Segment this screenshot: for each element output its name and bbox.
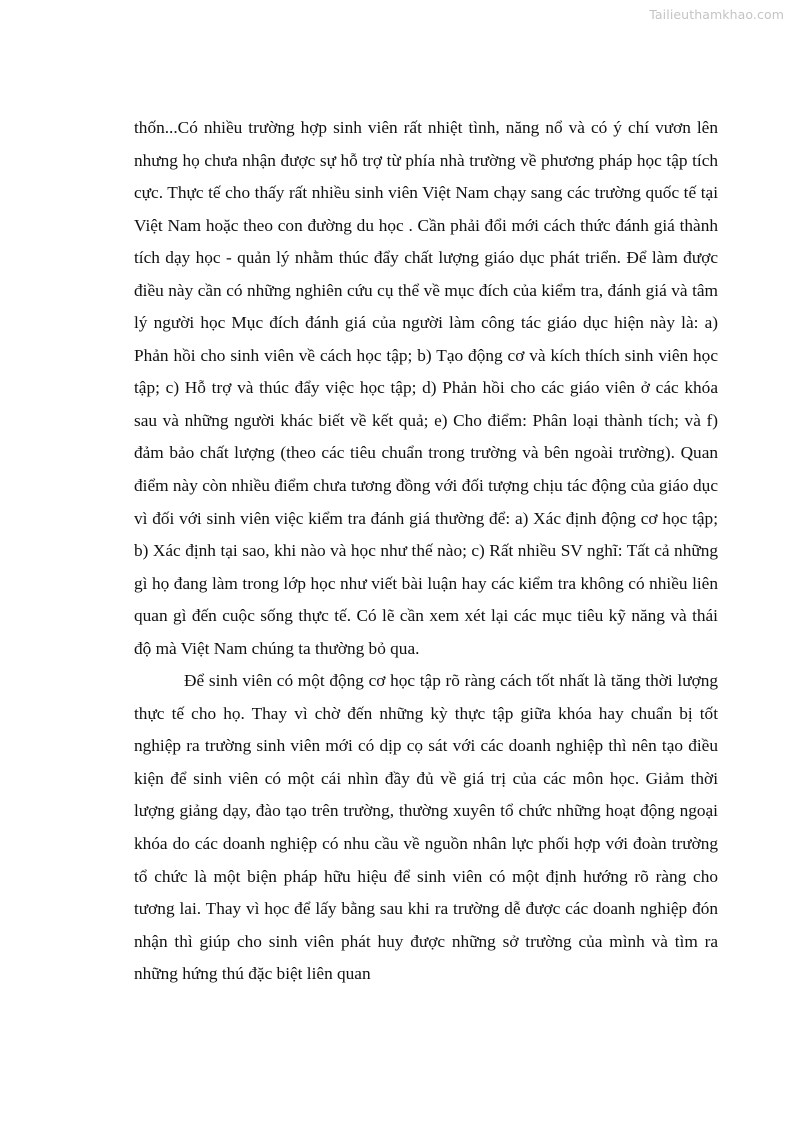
watermark-text: Tailieuthamkhao.com xyxy=(649,7,784,22)
paragraph-2: Để sinh viên có một động cơ học tập rõ ràng cách tốt nhất là tăng thời lượng thực tế cho họ. Thay vì chờ đến những kỳ thực tập giữa khóa hay chuẩn bị tốt nghiệp ra trường sinh viên mới có dịp cọ sát với các doanh nghiệp thì nên tạo điều kiện để sinh viên có một cái nhìn đầy đủ về giá trị của các môn học. Giảm thời lượng giảng dạy, đào tạo trên trường, thường xuyên tổ chức những hoạt động ngoại khóa do các doanh nghiệp có nhu cầu về nguồn nhân lực phối hợp với đoàn trường tổ chức là một biện pháp hữu hiệu để sinh viên có một định hướng rõ ràng cho tương lai. Thay vì học để lấy bằng sau khi ra trường dễ được các doanh nghiệp đón nhận thì giúp cho sinh viên phát huy được những sở trường của mình và tìm ra những hứng thú đặc biệt liên quan xyxy=(134,671,718,984)
document-body xyxy=(134,112,718,991)
paragraph-1: thốn...Có nhiều trường hợp sinh viên rất nhiệt tình, năng nổ và có ý chí vươn lên nhưng họ chưa nhận được sự hỗ trợ từ phía nhà trường về phương pháp học tập tích cực. Thực tế cho thấy rất nhiều sinh viên Việt Nam chạy sang các trường quốc tế tại Việt Nam hoặc theo con đường du học . Cần phải đổi mới cách thức đánh giá thành tích dạy học - quản lý nhằm thúc đẩy chất lượng giáo dục phát triển. Để làm được điều này cần có những nghiên cứu cụ thể về mục đích của kiểm tra, đánh giá và tâm lý người học Mục đích đánh giá của người làm công tác giáo dục hiện này là: a) Phản hồi cho sinh viên về cách học tập; b) Tạo động cơ và kích thích sinh viên học tập; c) Hỗ trợ và thúc đẩy việc học tập; d) Phản hồi cho các giáo viên ở các khóa sau và những người khác biết về kết quả; e) Cho điểm: Phân loại thành tích; và f) đảm bảo chất lượng (theo các tiêu chuẩn trong trường và bên ngoài trường). Quan điểm này còn nhiều điểm chưa tương đồng với đối tượng chịu tác động của giáo dục vì đối với sinh viên việc kiểm tra đánh giá thường để: a) Xác định động cơ học tập; b) Xác định tại sao, khi nào và học như thế nào; c) Rất nhiều SV nghĩ: Tất cả những gì họ đang làm trong lớp học như viết bài luận hay các kiểm tra không có nhiều liên quan gì đến cuộc sống thực tế. Có lẽ cần xem xét lại các mục tiêu kỹ năng và thái độ mà Việt Nam chúng ta thường bỏ qua. xyxy=(134,118,718,658)
